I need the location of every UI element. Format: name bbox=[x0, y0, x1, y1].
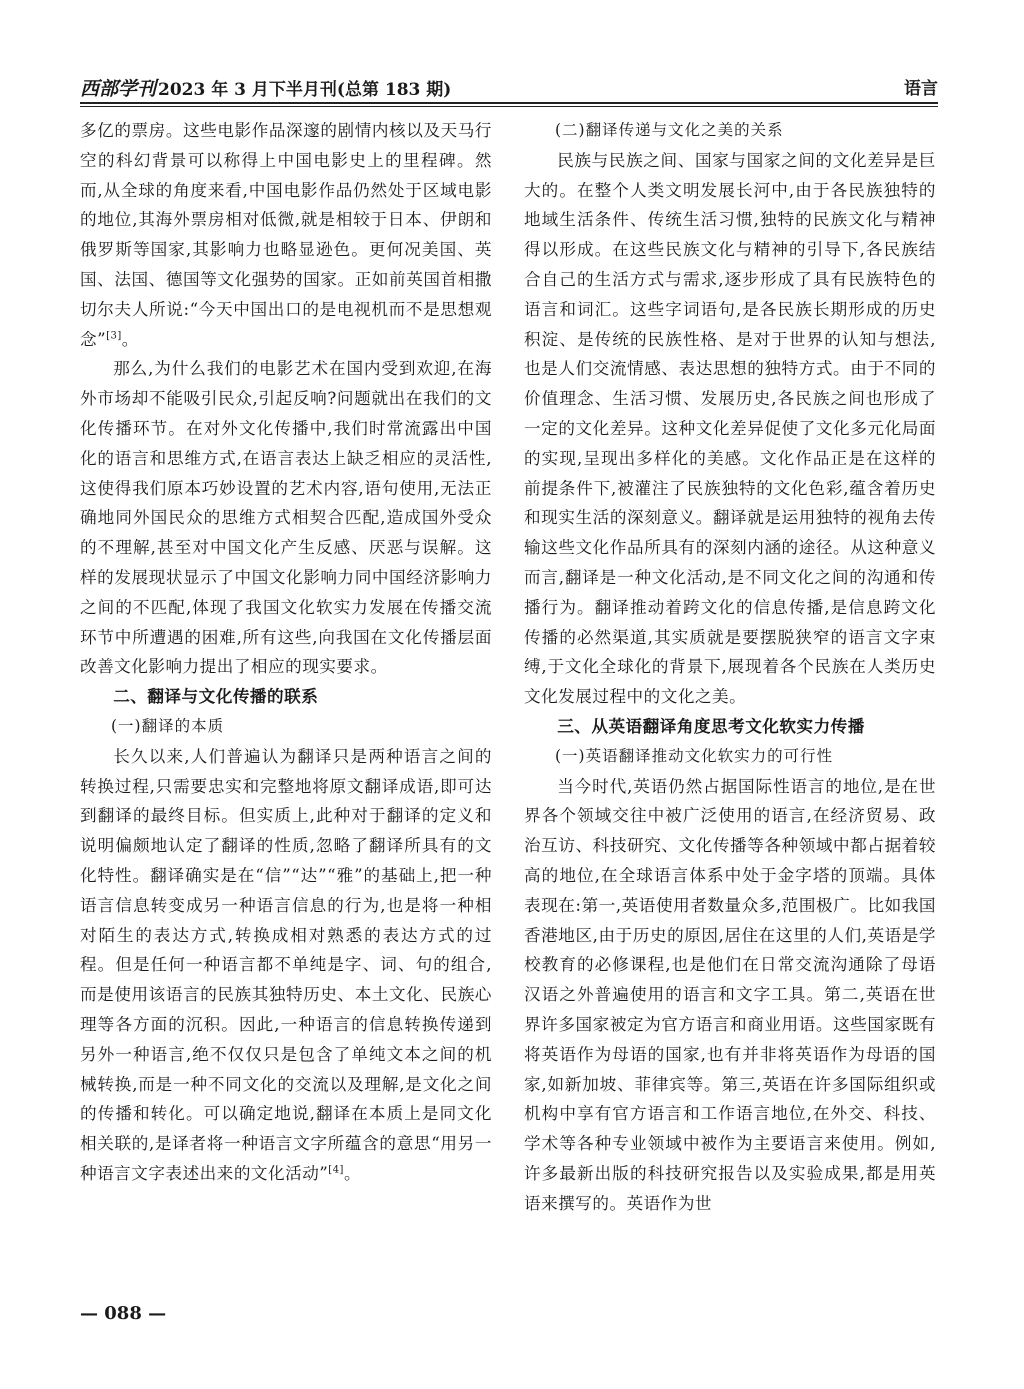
journal-title bbox=[80, 74, 451, 101]
citation: [4] bbox=[328, 1164, 344, 1176]
paragraph: 民族与民族之间、国家与国家之间的文化差异是巨大的。在整个人类文明发展长河中,由于各民族独特的地域生活条件、传统生活习惯,独特的民族文化与精神得以形成。在这些民族文化与精神的引导下,各民族结合自己的生活方式与需求,逐步形成了具有民族特色的语言和词汇。这些字词语句,是各民族长期形成的历史积淀、是传统的民族性格、是对于世界的认知与想法,也是人们交流情感、表达思想的独特方式。由于不同的价值理念、生活习惯、发展历史,各民族之间也形成了一定的文化差异。这种文化差异促使了文化多元化局面的实现,呈现出多样化的美感。文化作品正是在这样的前提条件下,被灌注了民族独特的文化色彩,蕴含着历史和现实生活的深刻意义。翻译就是运用独特的视角去传输这些文化作品所具有的深刻内涵的途径。从这种意义而言,翻译是一种文化活动,是不同文化之间的沟通和传播行为。翻译推动着跨文化的信息传播,是信息跨文化传播的必然渠道,其实质就是要摆脱狭窄的语言文字束缚,于文化全球化的背景下,展现着各个民族在人类历史文化发展过程中的文化之美。 bbox=[524, 150, 936, 707]
journal-issue: 2023 年 3 月下半月刊(总第 183 期) bbox=[158, 80, 452, 100]
subsection-heading: (二)翻译传递与文化之美的关系 bbox=[555, 121, 784, 139]
page-number: — 088 — bbox=[80, 1303, 167, 1324]
paragraph: 多亿的票房。这些电影作品深邃的剧情内核以及天马行空的科幻背景可以称得上中国电影史上的里程碑。然而,从全球的角度来看,中国电影作品仍然处于区域电影的地位,其海外票房相对低微,就是相较于日本、伊朗和俄罗斯等国家,其影响力也略显逊色。更何况美国、英国、法国、德国等文化强势的国家。正如前英国首相撒切尔夫人所说:“今天中国出口的是电视机而不是思想观念”[3]。 bbox=[80, 121, 492, 349]
paragraph: 当今时代,英语仍然占据国际性语言的地位,是在世界各个领域交往中被广泛使用的语言,在经济贸易、政治互访、科技研究、文化传播等各种领域中都占据着较高的地位,在全球语言体系中处于金字塔的顶端。具体表现在:第一,英语使用者数量众多,范围极广。比如我国香港地区,由于历史的原因,居住在这里的人们,英语是学校教育的必修课程,也是他们在日常交流沟通除了母语汉语之外普遍使用的语言和文字工具。第二,英语在世界许多国家被定为官方语言和商业用语。这些国家既有将英语作为母语的国家,也有并非将英语作为母语的国家,如新加坡、菲律宾等。第三,英语在许多国际组织或机构中享有官方语言和工作语言地位,在外交、科技、学术等各种专业领域中被作为主要语言来使用。例如,许多最新出版的科技研究报告以及实验成果,都是用英语来撰写的。英语作为世 bbox=[524, 776, 936, 1213]
section-heading: 三、从英语翻译角度思考文化软实力传播 bbox=[557, 716, 865, 736]
header-rule-thin bbox=[80, 106, 938, 107]
left-column bbox=[80, 116, 492, 1189]
journal-logo: 西部学刊 bbox=[80, 78, 157, 100]
header-rule bbox=[80, 102, 938, 104]
right-column bbox=[524, 116, 936, 1218]
paragraph: 那么,为什么我们的电影艺术在国内受到欢迎,在海外市场却不能吸引民众,引起反响?问题就出在我们的文化传播环节。在对外文化传播中,我们时常流露出中国化的语言和思维方式,在语言表达上缺乏相应的灵活性,这使得我们原本巧妙设置的艺术内容,语句使用,无法正确地同外国民众的思维方式相契合匹配,造成国外受众的不理解,甚至对中国文化产生反感、厌恶与误解。这样的发展现状显示了中国文化影响力同中国经济影响力之间的不匹配,体现了我国文化软实力发展在传播交流环节中所遭遇的困难,所有这些,向我国在文化传播层面改善文化影响力提出了相应的现实要求。 bbox=[80, 359, 492, 677]
section-tag: 语言 bbox=[904, 79, 938, 99]
section-heading: 二、翻译与文化传播的联系 bbox=[113, 687, 319, 707]
subsection-heading: (一)翻译的本质 bbox=[111, 716, 225, 735]
subsection-heading: (一)英语翻译推动文化软实力的可行性 bbox=[555, 746, 834, 765]
citation: [3] bbox=[106, 330, 122, 342]
paragraph: 长久以来,人们普遍认为翻译只是两种语言之间的转换过程,只需要忠实和完整地将原文翻译成语,即可达到翻译的最终目标。但实质上,此种对于翻译的定义和说明偏颇地认定了翻译的性质,忽略了翻译所具有的文化特性。翻译确实是在“信”“达”“雅”的基础上,把一种语言信息转变成另一种语言信息的行为,也是将一种相对陌生的表达方式,转换成相对熟悉的表达方式的过程。但是任何一种语言都不单纯是字、词、句的组合,而是使用该语言的民族其独特历史、本土文化、民族心理等各方面的沉积。因此,一种语言的信息转换传递到另外一种语言,绝不仅仅只是包含了单纯文本之间的机械转换,而是一种不同文化的交流以及理解,是文化之间的传播和转化。可以确定地说,翻译在本质上是同文化相关联的,是译者将一种语言文字所蕴含的意思“用另一种语言文字表述出来的文化活动”[4]。 bbox=[80, 746, 492, 1183]
page-header bbox=[80, 68, 938, 98]
